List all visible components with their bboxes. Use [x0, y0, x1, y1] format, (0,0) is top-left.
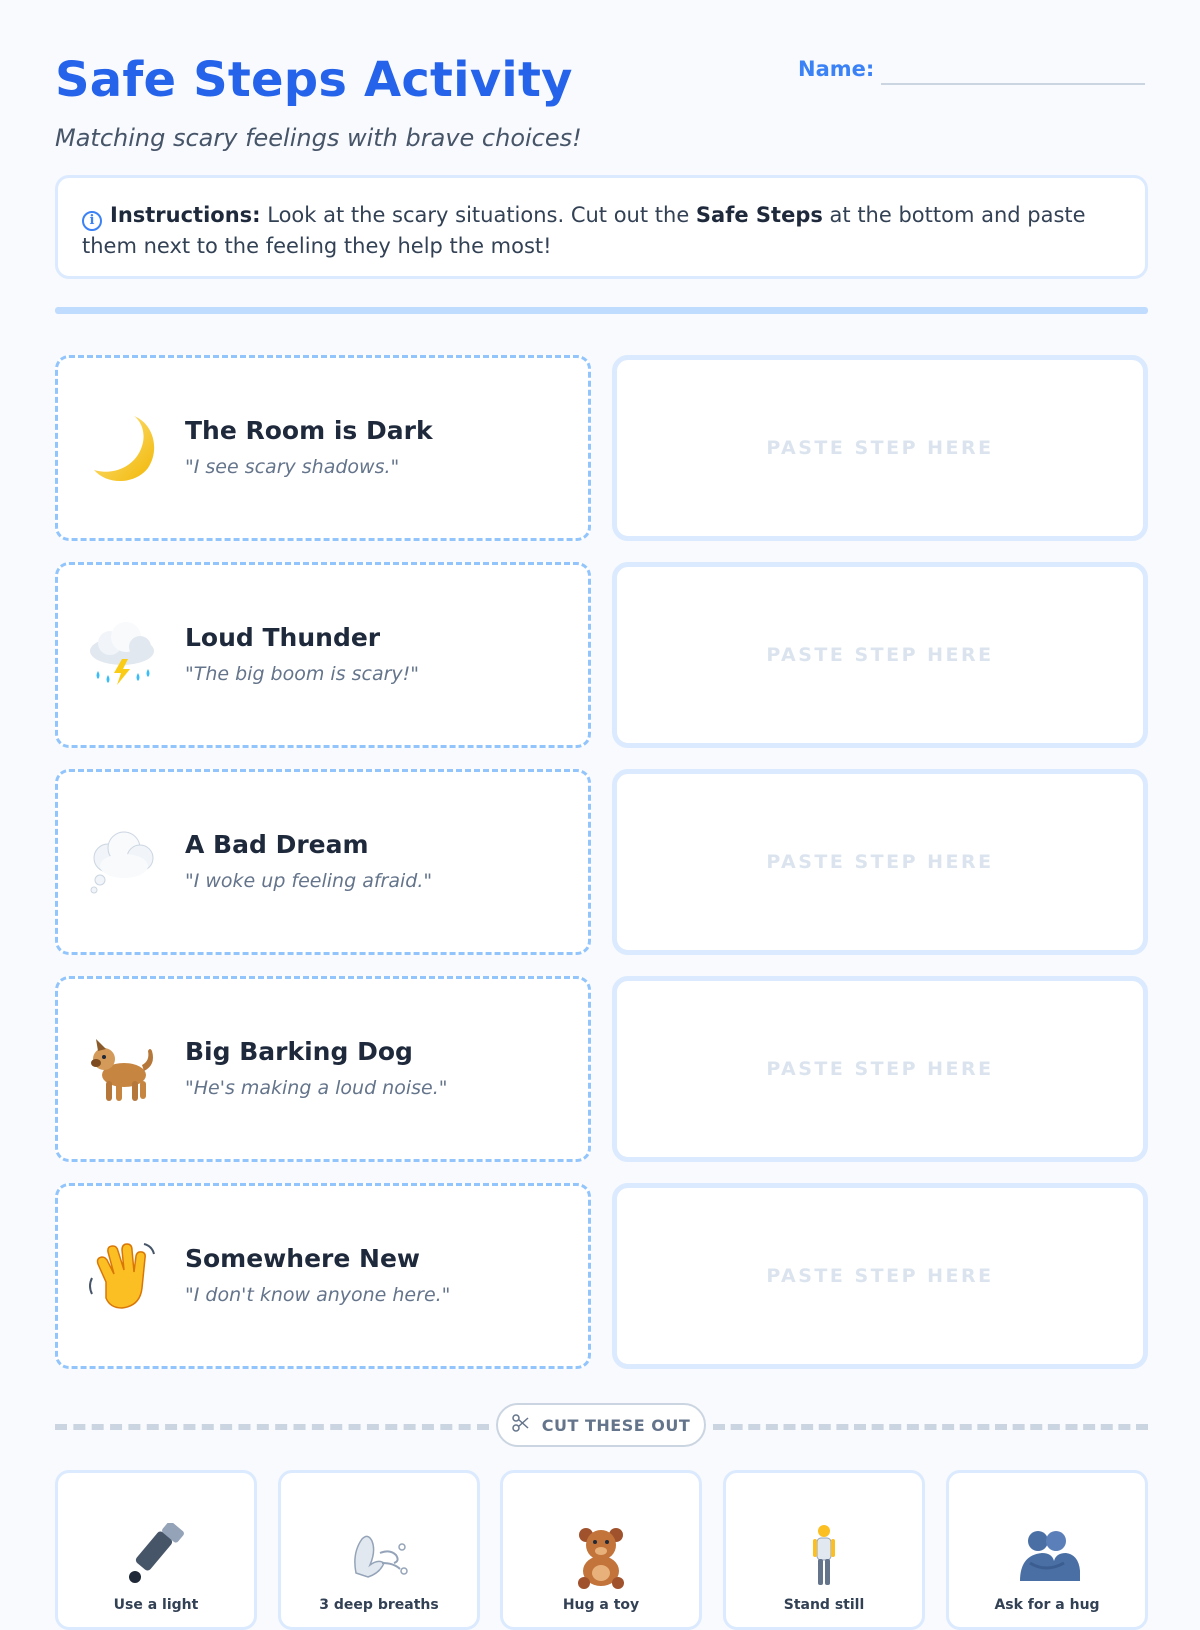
situation-title: Big Barking Dog — [185, 1037, 413, 1066]
situation-quote: "He's making a loud noise." — [185, 1077, 448, 1099]
paste-area[interactable] — [612, 1183, 1148, 1369]
situation-title: A Bad Dream — [185, 830, 369, 859]
situation-quote: "I see scary shadows." — [185, 456, 400, 478]
thought-cloud-icon — [84, 824, 160, 900]
name-write-line[interactable] — [881, 83, 1145, 85]
step-label: Use a light — [113, 1597, 199, 1613]
page-subtitle: Matching scary feelings with brave choices! — [55, 124, 582, 152]
instructions-bold: Safe Steps — [695, 203, 823, 227]
paste-area[interactable] — [612, 976, 1148, 1162]
step-label: 3 deep breaths — [319, 1597, 439, 1613]
step-card[interactable] — [55, 1470, 257, 1630]
situation-row — [55, 1183, 1148, 1369]
crescent-moon-icon — [84, 410, 160, 486]
situation-quote: "I woke up feeling afraid." — [185, 870, 433, 892]
name-label: Name: — [798, 57, 875, 81]
flashlight-icon — [58, 1523, 254, 1589]
standing-person-icon — [726, 1523, 922, 1589]
step-card[interactable] — [500, 1470, 702, 1630]
scissors-icon — [512, 1414, 530, 1436]
situation-card — [55, 769, 591, 955]
paste-area[interactable] — [612, 562, 1148, 748]
paste-label: PASTE STEP HERE — [766, 1265, 994, 1287]
teddy-bear-icon — [503, 1523, 699, 1589]
info-icon: i — [82, 211, 102, 231]
situation-title: Loud Thunder — [185, 623, 381, 652]
situation-card — [55, 1183, 591, 1369]
paste-label: PASTE STEP HERE — [766, 437, 994, 459]
cut-line-left — [55, 1424, 489, 1430]
situation-card — [55, 976, 591, 1162]
instructions-lead: Instructions: — [110, 203, 261, 227]
paste-label: PASTE STEP HERE — [766, 851, 994, 873]
paste-area[interactable] — [612, 355, 1148, 541]
step-label: Ask for a hug — [994, 1597, 1100, 1613]
situation-row — [55, 976, 1148, 1162]
step-label: Hug a toy — [562, 1597, 640, 1613]
step-label: Stand still — [783, 1597, 865, 1613]
instructions-text-2: at the bottom and paste them next to the feeling they help the most! — [82, 203, 1086, 258]
cut-line-right — [713, 1424, 1148, 1430]
page-title: Safe Steps Activity — [55, 52, 573, 108]
situation-title: The Room is Dark — [185, 416, 433, 445]
situation-row — [55, 355, 1148, 541]
situation-card — [55, 562, 591, 748]
step-card[interactable] — [278, 1470, 480, 1630]
situation-row — [55, 562, 1148, 748]
thunder-cloud-icon — [84, 617, 160, 693]
wind-breath-icon — [281, 1523, 477, 1589]
step-card[interactable] — [723, 1470, 925, 1630]
instructions-text-1: Look at the scary situations. Cut out the — [260, 203, 696, 227]
situation-quote: "I don't know anyone here." — [185, 1284, 451, 1306]
waving-hand-icon — [84, 1238, 160, 1314]
situation-card — [55, 355, 591, 541]
cut-these-out-badge — [496, 1403, 706, 1447]
cut-these-out-label: CUT THESE OUT — [541, 1415, 691, 1435]
paste-label: PASTE STEP HERE — [766, 1058, 994, 1080]
worksheet-header — [55, 0, 1145, 170]
situation-title: Somewhere New — [185, 1244, 420, 1273]
hugging-people-icon — [949, 1523, 1145, 1589]
step-card[interactable] — [946, 1470, 1148, 1630]
situation-quote: "The big boom is scary!" — [185, 663, 420, 685]
section-divider — [55, 307, 1148, 314]
dog-icon — [84, 1031, 160, 1107]
situation-row — [55, 769, 1148, 955]
instructions-box — [55, 175, 1148, 279]
paste-label: PASTE STEP HERE — [766, 644, 994, 666]
paste-area[interactable] — [612, 769, 1148, 955]
